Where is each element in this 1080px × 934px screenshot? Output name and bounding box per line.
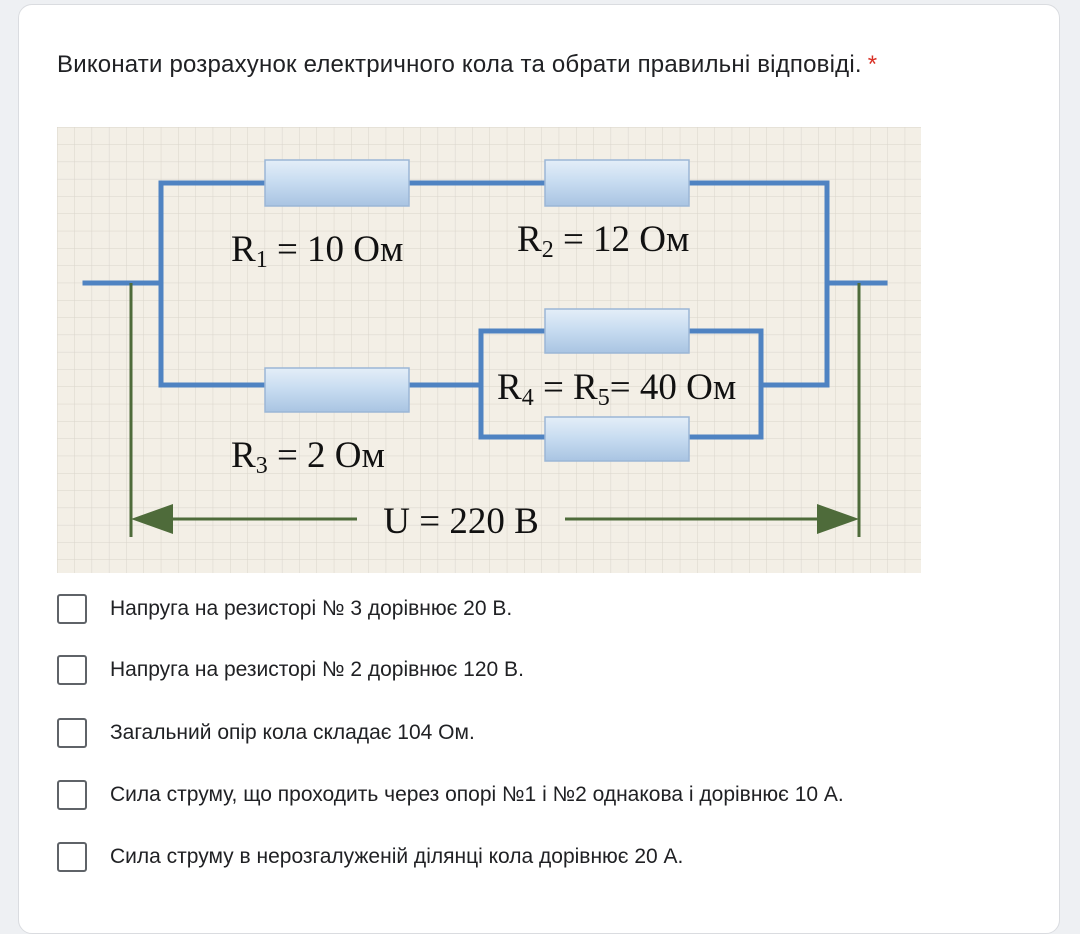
label-r2: R2 = 12 Ом	[517, 219, 690, 263]
option-label[interactable]: Напруга на резисторі № 2 дорівнює 120 В.	[110, 658, 524, 681]
checkbox[interactable]	[57, 655, 87, 685]
checkbox[interactable]	[57, 842, 87, 872]
option-label[interactable]: Сила струму в нерозгалуженій ділянці кола дорівнює 20 А.	[110, 845, 684, 868]
question-title	[57, 51, 877, 79]
checkbox[interactable]	[57, 594, 87, 624]
option-4[interactable]	[57, 777, 844, 813]
label-r3: R3 = 2 Ом	[231, 435, 385, 479]
label-r1: R1 = 10 Ом	[231, 229, 404, 273]
checkbox[interactable]	[57, 718, 87, 748]
circuit-diagram	[57, 127, 921, 573]
resistor-r1	[265, 160, 409, 206]
option-5[interactable]	[57, 839, 683, 875]
question-card	[18, 4, 1060, 934]
option-1[interactable]	[57, 591, 512, 627]
resistor-r4	[545, 309, 689, 353]
resistor-r5	[545, 417, 689, 461]
label-voltage: U = 220 В	[383, 501, 539, 542]
option-label[interactable]: Напруга на резисторі № 3 дорівнює 20 В.	[110, 597, 513, 620]
option-label[interactable]: Загальний опір кола складає 104 Ом.	[110, 721, 475, 744]
checkbox[interactable]	[57, 780, 87, 810]
question-text: Виконати розрахунок електричного кола та обрати правильні відповіді.	[57, 51, 862, 78]
option-label[interactable]: Сила струму, що проходить через опорі №1 і №2 однакова і дорівнює 10 А.	[110, 783, 844, 806]
resistor-r3	[265, 368, 409, 412]
required-asterisk: *	[867, 51, 878, 78]
label-r4-r5: R4 = R5= 40 Ом	[497, 367, 737, 411]
option-2[interactable]	[57, 652, 524, 688]
option-3[interactable]	[57, 715, 475, 751]
resistor-r2	[545, 160, 689, 206]
